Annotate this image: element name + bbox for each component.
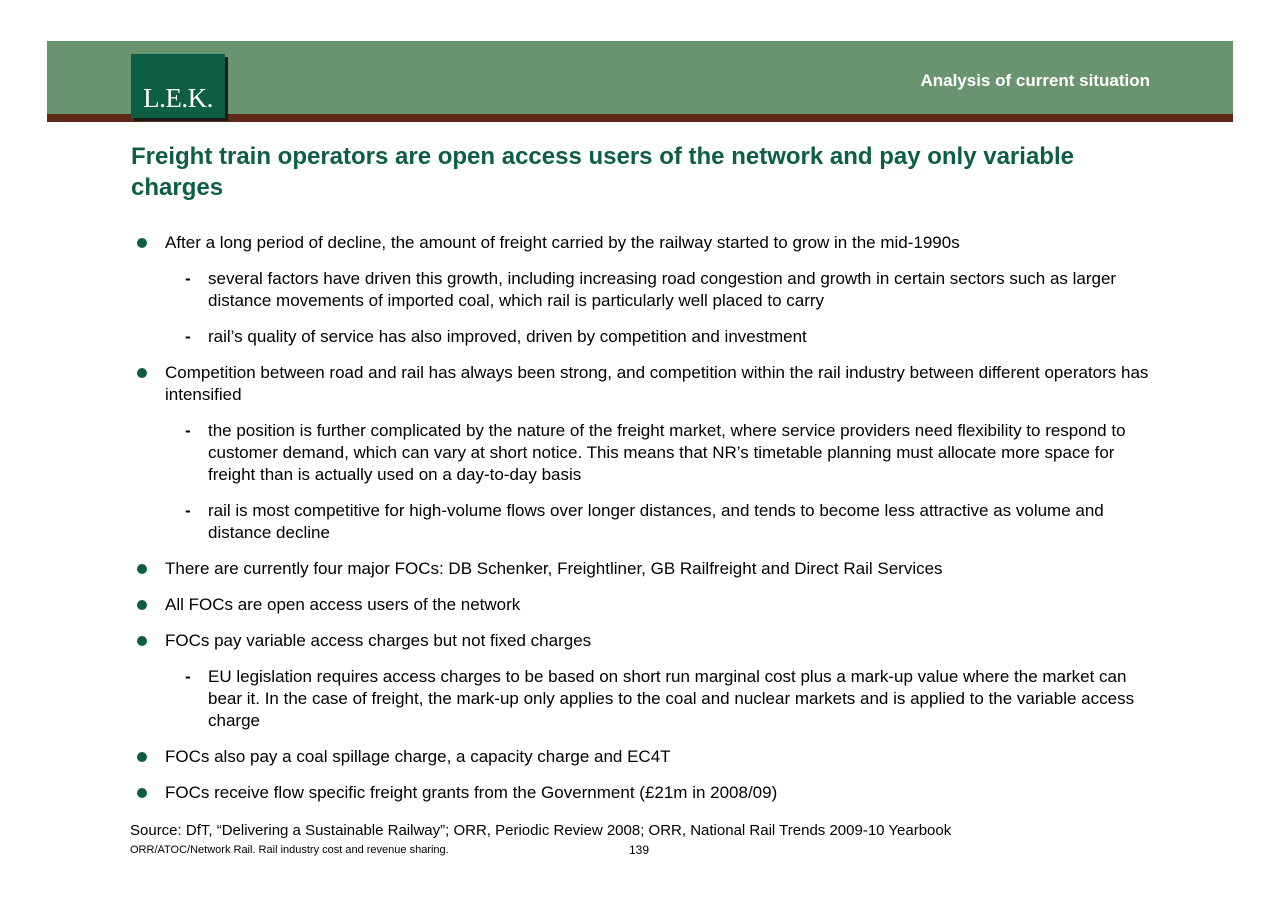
dash-marker-icon: - (185, 327, 191, 346)
bullet-text: FOCs receive flow specific freight grants from the Government (£21m in 2008/09) (165, 783, 778, 802)
bullet-text: After a long period of decline, the amount of freight carried by the railway started to grow in the mid-1990s (165, 233, 960, 252)
sub-bullet-item (165, 326, 1161, 348)
sub-bullet-text: EU legislation requires access charges to be based on short run marginal cost plus a mark-up value where the market can bear it. In the case of freight, the mark-up only applies to the coal and nuclear markets and is applied to the variable access charge (208, 667, 1135, 730)
sub-bullet-list (165, 666, 1161, 732)
bullet-item (131, 594, 1161, 616)
sub-bullet-item (165, 420, 1161, 486)
footer-text: ORR/ATOC/Network Rail. Rail industry cost and revenue sharing. (130, 844, 449, 856)
sub-bullet-list (165, 268, 1161, 348)
sub-bullet-text: the position is further complicated by the nature of the freight market, where service providers need flexibility to respond to customer demand, which can vary at short notice. This means that NR’s timetable planning must allocate more space for freight than is actually used on a day-to-day basis (208, 421, 1126, 484)
sub-bullet-item (165, 666, 1161, 732)
bullet-dot-icon (137, 238, 147, 248)
bullet-dot-icon (137, 368, 147, 378)
lek-logo (131, 54, 225, 118)
logo-text: L.E.K. (143, 83, 213, 113)
bullet-dot-icon (137, 564, 147, 574)
bullet-dot-icon (137, 752, 147, 762)
bullet-item (131, 746, 1161, 768)
dash-marker-icon: - (185, 269, 191, 288)
bullet-dot-icon (137, 636, 147, 646)
bullet-text: FOCs also pay a coal spillage charge, a capacity charge and EC4T (165, 747, 671, 766)
bullet-list (131, 232, 1161, 818)
sub-bullet-text: several factors have driven this growth, including increasing road congestion and growth in certain sectors such as larger distance movements of imported coal, which rail is particularly well placed to carry (208, 269, 1117, 310)
dash-marker-icon: - (185, 421, 191, 440)
sub-bullet-list (165, 420, 1161, 544)
sub-bullet-text: rail is most competitive for high-volume flows over longer distances, and tends to become less attractive as volume and distance decline (208, 501, 1104, 542)
page-title: Freight train operators are open access users of the network and pay only variable charges (131, 143, 1074, 201)
dash-marker-icon: - (185, 667, 191, 686)
bullet-item (131, 232, 1161, 348)
bullet-dot-icon (137, 788, 147, 798)
section-label: Analysis of current situation (920, 71, 1150, 90)
bullet-text: Competition between road and rail has always been strong, and competition within the rail industry between different operators has intensified (165, 363, 1149, 404)
page-number: 139 (629, 843, 650, 857)
sub-bullet-item (165, 500, 1161, 544)
bullet-dot-icon (137, 600, 147, 610)
bullet-item (131, 782, 1161, 804)
source-note: Source: DfT, “Delivering a Sustainable Railway”; ORR, Periodic Review 2008; ORR, National Rail Trends 2009-10 Yearbook (130, 822, 952, 839)
bullet-item (131, 362, 1161, 544)
bullet-text: FOCs pay variable access charges but not fixed charges (165, 631, 592, 650)
bullet-text: There are currently four major FOCs: DB Schenker, Freightliner, GB Railfreight and Direct Rail Services (165, 559, 943, 578)
sub-bullet-item (165, 268, 1161, 312)
bullet-item (131, 630, 1161, 732)
sub-bullet-text: rail’s quality of service has also improved, driven by competition and investment (208, 327, 807, 346)
bullet-text: All FOCs are open access users of the network (165, 595, 521, 614)
dash-marker-icon: - (185, 501, 191, 520)
bullet-item (131, 558, 1161, 580)
